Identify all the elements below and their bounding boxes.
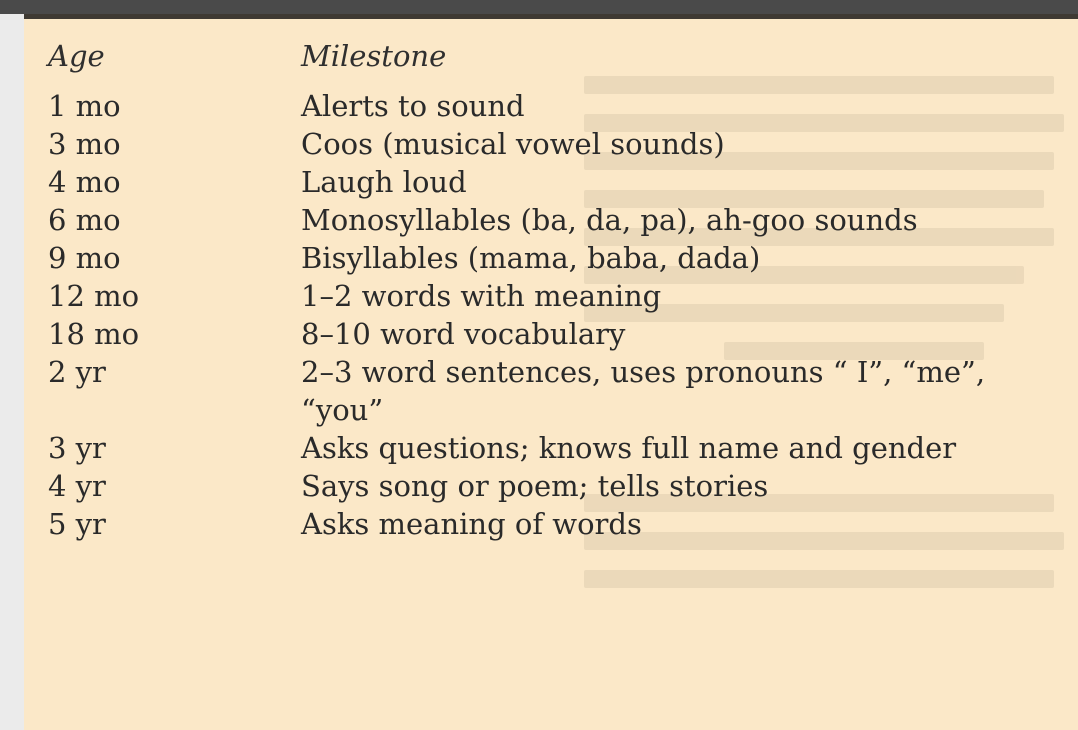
age-cell: 4 mo	[48, 165, 121, 199]
top-bar	[0, 0, 1078, 14]
milestone-cell: 1–2 words with meaning	[301, 279, 662, 313]
milestone-cell: Says song or poem; tells stories	[301, 469, 769, 503]
milestone-cell: Alerts to sound	[301, 89, 525, 123]
age-cell: 3 yr	[48, 431, 106, 465]
age-cell: 12 mo	[48, 279, 140, 313]
table-row	[48, 506, 1061, 544]
age-cell: 5 yr	[48, 507, 106, 541]
table-header-row	[48, 26, 1061, 88]
milestone-cell: Asks meaning of words	[301, 507, 642, 541]
age-cell: 3 mo	[48, 127, 121, 161]
milestone-table	[48, 26, 1061, 544]
table-row	[48, 240, 1061, 278]
age-cell: 18 mo	[48, 317, 140, 351]
age-column-header: Age	[48, 39, 105, 73]
table-row	[48, 468, 1061, 506]
milestone-cell: Asks questions; knows full name and gender	[301, 431, 957, 465]
table-row	[48, 316, 1061, 354]
table-panel	[24, 14, 1078, 730]
milestone-cell: Coos (musical vowel sounds)	[301, 127, 725, 161]
table-row	[48, 164, 1061, 202]
milestone-cell: 2–3 word sentences, uses pronouns “ I”, “me”,	[301, 355, 986, 389]
table-row	[48, 278, 1061, 316]
table-row	[48, 202, 1061, 240]
table-row	[48, 88, 1061, 126]
table-row-continuation	[48, 392, 1061, 430]
age-cell: 6 mo	[48, 203, 121, 237]
age-cell: 9 mo	[48, 241, 121, 275]
header-rule	[24, 14, 1078, 19]
table-row	[48, 354, 1061, 392]
milestone-cell: Bisyllables (mama, baba, dada)	[301, 241, 761, 275]
table-row	[48, 430, 1061, 468]
age-cell: 4 yr	[48, 469, 106, 503]
milestone-cell-continuation: “you”	[301, 393, 384, 427]
milestone-column-header: Milestone	[301, 39, 447, 73]
table-row	[48, 126, 1061, 164]
milestone-cell: 8–10 word vocabulary	[301, 317, 626, 351]
age-cell: 1 mo	[48, 89, 121, 123]
age-cell: 2 yr	[48, 355, 106, 389]
milestone-cell: Monosyllables (ba, da, pa), ah-goo sounds	[301, 203, 918, 237]
milestone-cell: Laugh loud	[301, 165, 467, 199]
